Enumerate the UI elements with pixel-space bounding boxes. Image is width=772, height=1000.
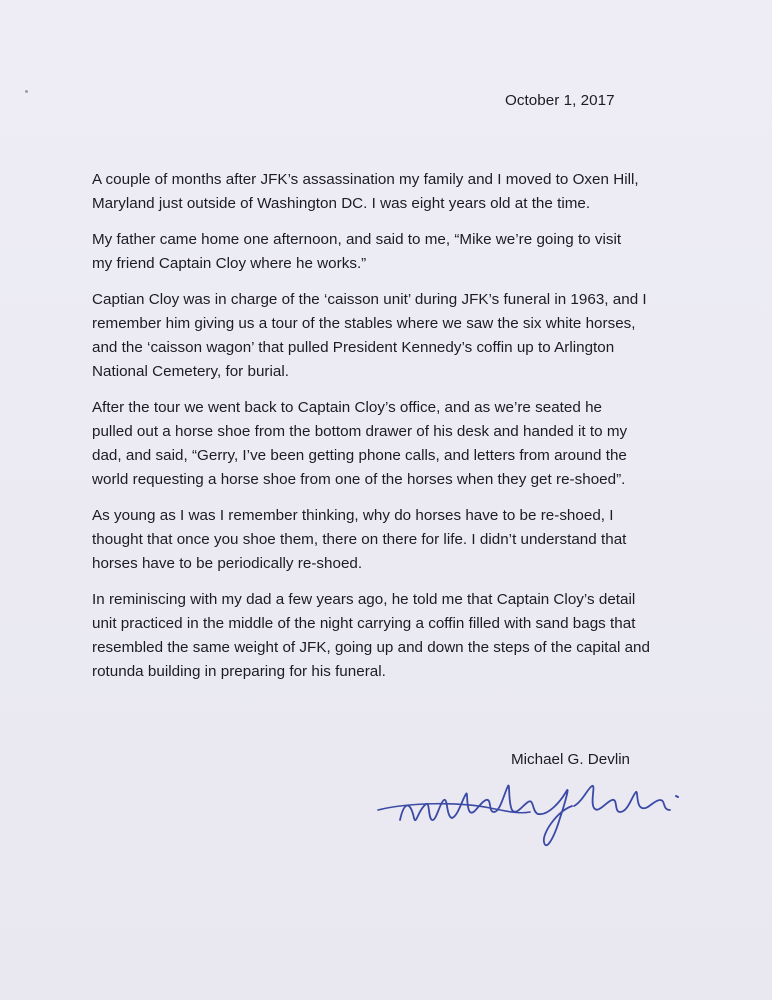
text-line: my friend Captain Cloy where he works.”: [92, 255, 367, 272]
text-line: dad, and said, “Gerry, I’ve been getting phone calls, and letters from around the: [92, 447, 627, 464]
paragraph-6: [92, 588, 732, 684]
text-line: remember him giving us a tour of the stables where we saw the six white horses,: [92, 315, 636, 332]
paragraph-5: [92, 504, 732, 576]
paragraph-1: [92, 168, 732, 216]
text-line: A couple of months after JFK’s assassination my family and I moved to Oxen Hill,: [92, 171, 639, 188]
paragraph-3: [92, 288, 732, 384]
paragraph-4: [92, 396, 732, 492]
signature-stroke: [538, 790, 572, 845]
text-line: world requesting a horse shoe from one of the horses when they get re-shoed”.: [92, 471, 626, 488]
signature-stroke: [676, 796, 678, 797]
text-line: resembled the same weight of JFK, going up and down the steps of the capital and: [92, 639, 650, 656]
handwritten-signature: [370, 772, 700, 872]
text-line: and the ‘caisson wagon’ that pulled President Kennedy’s coffin up to Arlington: [92, 339, 615, 356]
text-line: Maryland just outside of Washington DC. I was eight years old at the time.: [92, 195, 591, 212]
text-line: unit practiced in the middle of the night carrying a coffin filled with sand bags that: [92, 615, 636, 632]
text-line: My father came home one afternoon, and said to me, “Mike we’re going to visit: [92, 231, 622, 248]
signature-stroke: [400, 800, 452, 820]
signature-stroke: [574, 786, 670, 812]
paragraph-2: [92, 228, 732, 276]
signer-name: Michael G. Devlin: [511, 751, 631, 768]
paper-speck: [25, 90, 28, 93]
text-line: horses have to be periodically re-shoed.: [92, 555, 363, 572]
text-line: As young as I was I remember thinking, why do horses have to be re-shoed, I: [92, 507, 614, 524]
letter-date: October 1, 2017: [505, 92, 615, 109]
text-line: After the tour we went back to Captain Cloy’s office, and as we’re seated he: [92, 399, 603, 416]
text-line: Captian Cloy was in charge of the ‘caisson unit’ during JFK’s funeral in 1963, and I: [92, 291, 647, 308]
text-line: thought that once you shoe them, there on there for life. I didn’t understand that: [92, 531, 627, 548]
text-line: pulled out a horse shoe from the bottom drawer of his desk and handed it to my: [92, 423, 628, 440]
signature-stroke: [378, 804, 530, 813]
letter-body: [92, 168, 732, 696]
text-line: National Cemetery, for burial.: [92, 363, 289, 380]
text-line: In reminiscing with my dad a few years ago, he told me that Captain Cloy’s detail: [92, 591, 636, 608]
text-line: rotunda building in preparing for his funeral.: [92, 663, 386, 680]
